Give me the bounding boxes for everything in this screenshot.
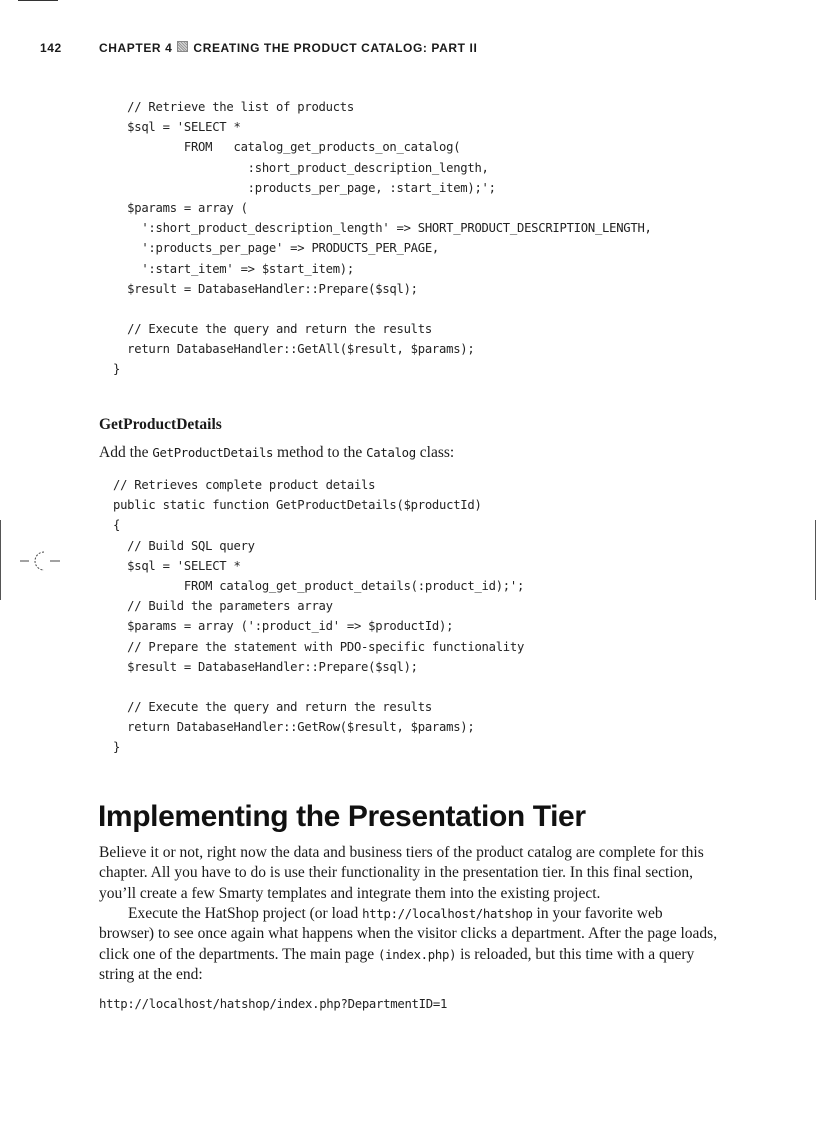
para2-text-3: is reloaded, but this time with a query string at the end: [99, 945, 695, 983]
section-heading: Implementing the Presentation Tier [98, 800, 586, 833]
url-example: http://localhost/hatshop/index.php?DepartmentID=1 [99, 997, 448, 1011]
chapter-separator-icon [177, 41, 188, 52]
code-line: $sql = 'SELECT * [113, 120, 241, 135]
inline-code-page: (index.php) [378, 947, 457, 962]
code-line: } [113, 740, 121, 755]
chapter-title [99, 41, 477, 55]
code-line: $result = DatabaseHandler::Prepare($sql); [113, 659, 418, 674]
code-line: // Build SQL query [113, 538, 255, 553]
top-rule [18, 0, 58, 1]
chapter-label: CHAPTER 4 [99, 41, 173, 55]
code-line: // Prepare the statement with PDO-specific functionality [113, 639, 525, 654]
crop-mark-left [0, 520, 1, 600]
code-line: // Build the parameters array [113, 599, 333, 614]
inline-code-url: http://localhost/hatshop [362, 907, 533, 921]
intro-paragraph [99, 443, 719, 463]
para2-text-1: Execute the HatShop project (or load [128, 905, 363, 922]
code-line: ':short_product_description_length' => SHORT_PRODUCT_DESCRIPTION_LENGTH, [113, 221, 652, 236]
registration-mark-icon [20, 548, 62, 574]
code-line: return DatabaseHandler::GetRow($result, $params); [113, 720, 475, 735]
code-line: :products_per_page, :start_item);'; [113, 180, 496, 195]
code-line [113, 677, 524, 697]
code-line: $sql = 'SELECT * [113, 558, 241, 573]
running-head [0, 41, 816, 59]
code-line: return DatabaseHandler::GetAll($result, $params); [113, 342, 475, 357]
code-line: // Execute the query and return the results [113, 700, 432, 715]
code-line: ':start_item' => $start_item); [113, 261, 354, 276]
intro-text-2: method to the [273, 444, 367, 461]
inline-code-method: GetProductDetails [152, 446, 274, 460]
body-paragraph-2 [99, 904, 719, 985]
chapter-name: CREATING THE PRODUCT CATALOG: PART II [193, 41, 478, 55]
body-paragraph-1: Believe it or not, right now the data and business tiers of the product catalog are complete for this chapter. All you have to do is use their functionality in the presentation tier. In this final section, you’ll create a few Smarty templates and integrate them into the existing project. [99, 844, 704, 902]
subheading-get-product-details: GetProductDetails [99, 416, 222, 433]
code-line: ':products_per_page' => PRODUCTS_PER_PAGE, [113, 241, 440, 256]
code-line: } [113, 362, 121, 377]
code-line [113, 299, 652, 319]
code-line: FROM catalog_get_product_details(:product_id);'; [113, 578, 525, 593]
code-line: $params = array ( [113, 200, 248, 215]
code-line: { [113, 518, 121, 533]
code-line: FROM catalog_get_products_on_catalog( [113, 140, 461, 155]
intro-text-3: class: [415, 444, 455, 461]
para2-text-2: in your favorite web browser) to see once again what happens when the visitor clicks a department. After the page loads, click one of the departments. The main page [99, 905, 718, 963]
code-line: $result = DatabaseHandler::Prepare($sql); [113, 281, 418, 296]
code-block-get-product-details [113, 475, 524, 758]
code-line: // Retrieves complete product details [113, 478, 376, 492]
code-line: public static function GetProductDetails($productId) [113, 498, 482, 513]
code-line: // Execute the query and return the results [113, 322, 432, 337]
code-line: // Retrieve the list of products [113, 100, 354, 114]
intro-text-1: Add the [99, 444, 153, 461]
page-number: 142 [40, 41, 62, 55]
code-block-get-products-on-catalog [113, 97, 652, 380]
code-line: :short_product_description_length, [113, 160, 489, 175]
inline-code-class: Catalog [366, 446, 416, 460]
code-line: $params = array (':product_id' => $productId); [113, 619, 454, 634]
